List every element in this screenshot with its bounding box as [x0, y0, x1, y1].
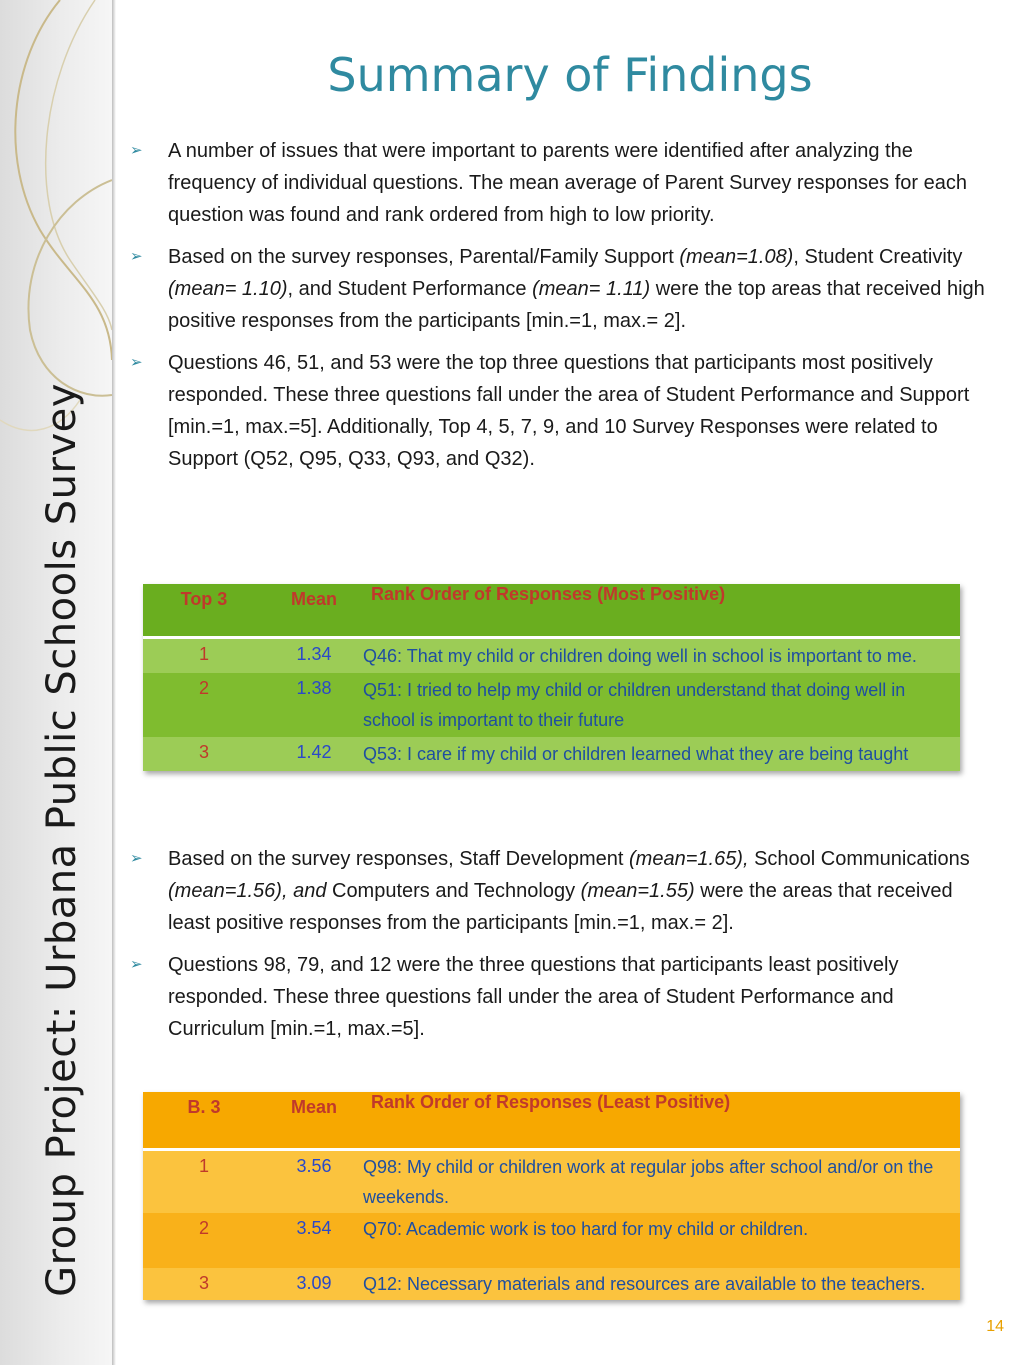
arrow-bullet-icon: ➢ [130, 354, 143, 371]
bullet-item [128, 949, 988, 1045]
col-header-mean: Mean [265, 1092, 363, 1148]
bullet-text: A number of issues that were important to parents were identified after analyzing the frequency of individual questions. The mean average of Parent Survey responses for each question was found and rank ordered from high to low priority. [168, 140, 967, 226]
mean-value: (mean=1.56), and [168, 880, 327, 902]
table-row [143, 1268, 960, 1300]
rank-cell: 3 [143, 737, 265, 771]
question-cell: Q53: I care if my child or children learned what they are being taught [363, 737, 960, 771]
question-cell: Q51: I tried to help my child or children understand that doing well in school is important to their future [363, 673, 960, 737]
col-header-rank-order: Rank Order of Responses (Most Positive) [363, 584, 960, 636]
left-sidebar [0, 0, 112, 1365]
least-positive-table [143, 1092, 960, 1300]
rank-cell: 1 [143, 1151, 265, 1213]
table-row [143, 639, 960, 673]
arrow-bullet-icon: ➢ [130, 142, 143, 159]
mean-value: (mean=1.55) [580, 880, 695, 902]
mean-value: (mean= 1.11) [532, 278, 651, 300]
col-header-b3: B. 3 [143, 1092, 265, 1148]
question-cell: Q70: Academic work is too hard for my child or children. [363, 1213, 960, 1268]
most-positive-table [143, 584, 960, 771]
mean-cell: 1.38 [265, 673, 363, 737]
bullet-text: Based on the survey responses, Staff Development [168, 848, 630, 870]
bullet-item [128, 347, 988, 475]
question-cell: Q46: That my child or children doing well in school is important to me. [363, 639, 960, 673]
bullet-item [128, 843, 988, 939]
bullet-text: Computers and Technology [326, 880, 581, 902]
rank-cell: 2 [143, 1213, 265, 1268]
col-header-mean: Mean [265, 584, 363, 636]
table-header-row [143, 584, 960, 636]
mean-value: (mean= 1.10) [168, 278, 288, 300]
bullet-text: were the areas that received least positive responses from the participants [min.=1, max.= 2]. [168, 880, 953, 934]
arrow-bullet-icon: ➢ [130, 248, 143, 265]
bullet-text: Based on the survey responses, Parental/Family Support [168, 246, 680, 268]
arrow-bullet-icon: ➢ [130, 850, 143, 867]
bullet-text: Questions 46, 51, and 53 were the top three questions that participants most positively responded. These three questions fall under the area of Student Performance and Support [min.=1, max.=5]. Additionally, Top 4, 5, 7, 9, and 10 Survey Responses were related to Support (Q52, Q95, Q33, Q93, and Q32). [168, 352, 970, 470]
rank-cell: 1 [143, 639, 265, 673]
bullet-text: , and Student Performance [287, 278, 533, 300]
bullet-text: School Communications [748, 848, 970, 870]
arrow-bullet-icon: ➢ [130, 956, 143, 973]
mean-cell: 3.09 [265, 1268, 363, 1300]
col-header-rank-order: Rank Order of Responses (Least Positive) [363, 1092, 960, 1148]
bullet-text: Questions 98, 79, and 12 were the three questions that participants least positively responded. These three questions fall under the area of Student Performance and Curriculum [min.=1, max.=5]. [168, 954, 899, 1040]
col-header-top3: Top 3 [143, 584, 265, 636]
table-header-row [143, 1092, 960, 1148]
table-row [143, 1151, 960, 1213]
table-row [143, 673, 960, 737]
bullet-text: , Student Creativity [793, 246, 963, 268]
bullet-text: were the top areas that received high positive responses from the participants [min.=1, max.= 2]. [168, 278, 985, 332]
mean-cell: 3.54 [265, 1213, 363, 1268]
mean-cell: 1.34 [265, 639, 363, 673]
mean-value: (mean=1.65), [629, 848, 749, 870]
sidebar-divider [112, 0, 116, 1365]
bottom-bullet-list [128, 843, 988, 1055]
rank-cell: 2 [143, 673, 265, 737]
table-row [143, 737, 960, 771]
mean-cell: 3.56 [265, 1151, 363, 1213]
rank-cell: 3 [143, 1268, 265, 1300]
mean-cell: 1.42 [265, 737, 363, 771]
vertical-project-title: Group Project: Urbana Public Schools Survey [39, 383, 85, 1297]
page-number: 14 [986, 1318, 1004, 1335]
top-bullet-list [128, 135, 988, 485]
mean-value: (mean=1.08) [679, 246, 794, 268]
bullet-item [128, 135, 988, 231]
bullet-item [128, 241, 988, 337]
slide-title: Summary of Findings [327, 48, 813, 102]
question-cell: Q98: My child or children work at regular jobs after school and/or on the weekends. [363, 1151, 960, 1213]
question-cell: Q12: Necessary materials and resources are available to the teachers. [363, 1268, 960, 1300]
table-row [143, 1213, 960, 1268]
